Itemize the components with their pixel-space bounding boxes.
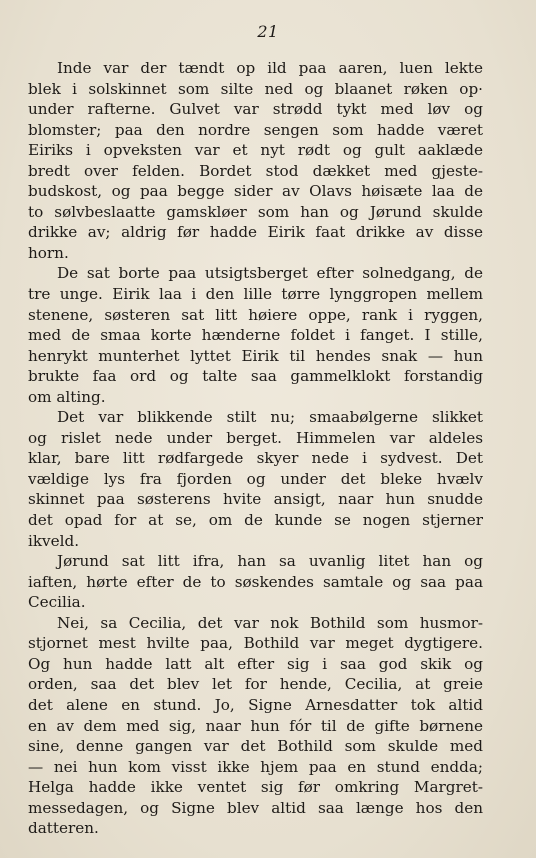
body-text bbox=[28, 58, 483, 839]
text-line: stenene, søsteren sat litt høiere oppe, rank i ryggen, bbox=[28, 305, 483, 324]
text-line: bredt over felden. Bordet stod dækket med gjeste- bbox=[28, 161, 483, 180]
text-line: blek i solskinnet som silte ned og blaanet røken op· bbox=[28, 79, 483, 98]
text-line: — nei hun kom visst ikke hjem paa en stund endda; bbox=[28, 757, 483, 776]
text-line: De sat borte paa utsigtsberget efter solnedgang, de bbox=[57, 264, 483, 283]
text-line: to sølvbeslaatte gamskløer som han og Jørund skulde bbox=[28, 202, 483, 221]
page-number: 21 bbox=[257, 22, 279, 41]
text-line: Eiriks i opveksten var et nyt rødt og gult aaklæde bbox=[28, 141, 483, 160]
text-line: Og hun hadde latt alt efter sig i saa god skik og bbox=[28, 654, 483, 673]
text-line: iaften, hørte efter de to søskendes samtale og saa paa bbox=[28, 572, 483, 591]
text-line: horn. bbox=[28, 243, 69, 262]
text-line: Jørund sat litt ifra, han sa uvanlig litet han og bbox=[57, 552, 483, 571]
text-line: Nei, sa Cecilia, det var nok Bothild som husmor- bbox=[57, 613, 483, 632]
text-line: en av dem med sig, naar hun fór til de gifte børnene bbox=[28, 716, 483, 735]
text-line: Helga hadde ikke ventet sig før omkring Margret- bbox=[28, 778, 483, 797]
text-line: ikveld. bbox=[28, 531, 80, 550]
text-line: stjornet mest hvilte paa, Bothild var meget dygtigere. bbox=[28, 634, 483, 653]
text-line: orden, saa det blev let for hende, Cecilia, at greie bbox=[28, 675, 483, 694]
text-line: tre unge. Eirik laa i den lille tørre lynggropen mellem bbox=[28, 285, 483, 304]
text-line: messedagen, og Signe blev altid saa længe hos den bbox=[28, 798, 483, 817]
text-line: med de smaa korte hænderne foldet i fanget. I stille, bbox=[28, 326, 483, 345]
text-line: klar, bare litt rødfargede skyer nede i sydvest. Det bbox=[28, 449, 483, 468]
text-line: Cecilia. bbox=[28, 593, 86, 612]
text-line: brukte faa ord og talte saa gammelklokt forstandig bbox=[28, 367, 483, 386]
text-line: Det var blikkende stilt nu; smaabølgerne slikket bbox=[57, 408, 483, 427]
text-line: datteren. bbox=[28, 819, 99, 838]
text-line: vældige lys fra fjorden og under det bleke hvælv bbox=[28, 469, 483, 488]
text-line: skinnet paa søsterens hvite ansigt, naar hun snudde bbox=[28, 490, 483, 509]
text-line: det opad for at se, om de kunde se nogen stjerner bbox=[28, 511, 483, 530]
text-line: blomster; paa den nordre sengen som hadde været bbox=[28, 120, 483, 139]
text-line: henrykt munterhet lyttet Eirik til hendes snak — hun bbox=[28, 346, 483, 365]
text-line: under rafterne. Gulvet var strødd tykt med løv og bbox=[28, 100, 483, 119]
text-line: budskost, og paa begge sider av Olavs høisæte laa de bbox=[28, 182, 483, 201]
text-line: og rislet nede under berget. Himmelen var aldeles bbox=[28, 428, 483, 447]
text-line: det alene en stund. Jo, Signe Arnesdatter tok altid bbox=[28, 695, 483, 714]
text-line: sine, denne gangen var det Bothild som skulde med bbox=[28, 737, 483, 756]
text-line: Inde var der tændt op ild paa aaren, luen lekte bbox=[57, 59, 483, 77]
text-line: om alting. bbox=[28, 387, 106, 406]
text-line: drikke av; aldrig før hadde Eirik faat drikke av disse bbox=[28, 223, 483, 242]
